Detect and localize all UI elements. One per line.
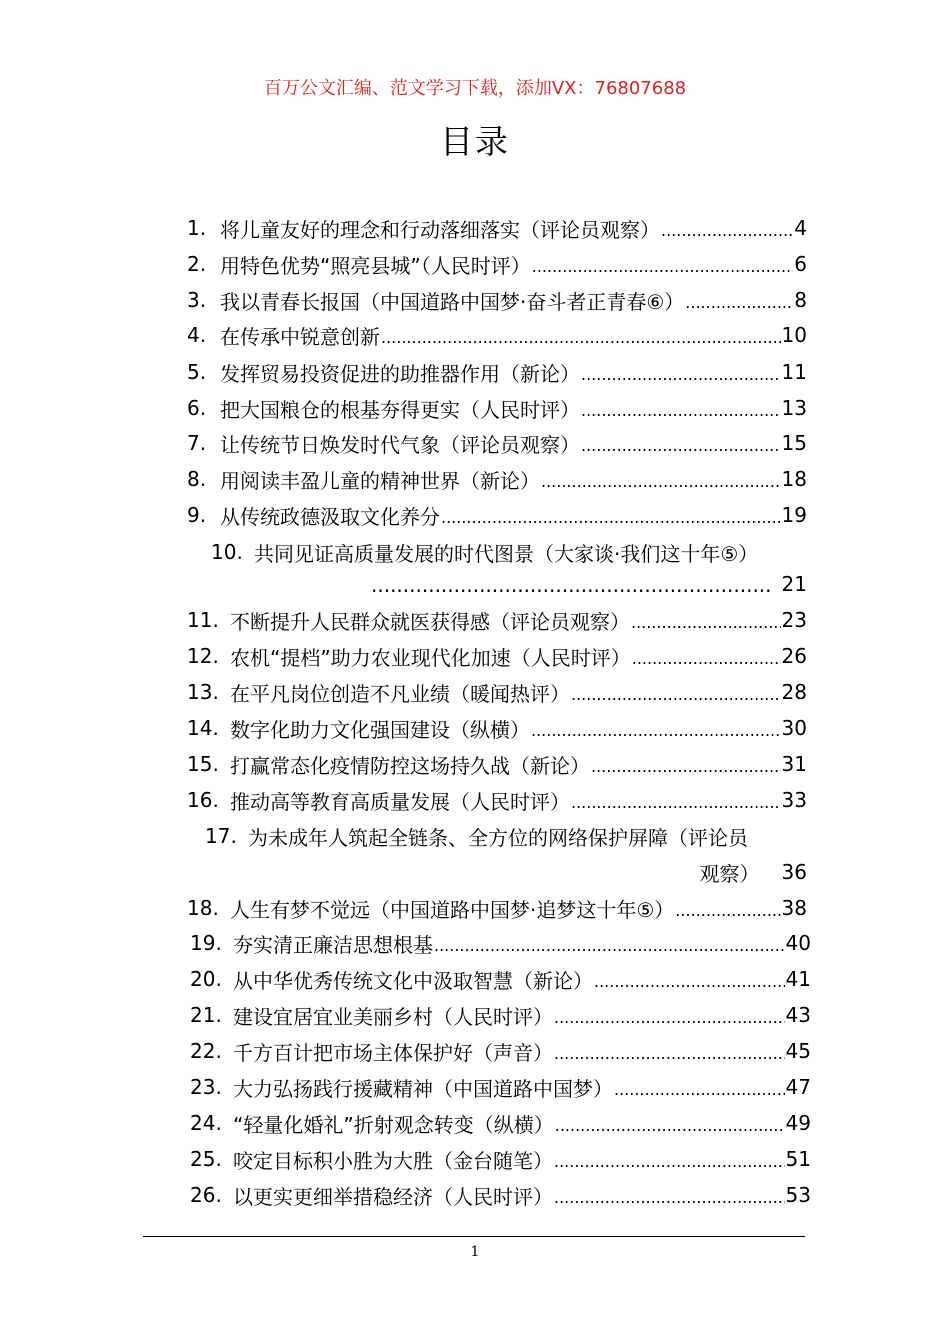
footer-divider <box>143 1236 805 1237</box>
toc-entry-page: 40 <box>785 931 811 955</box>
toc-entry-page: 19 <box>781 503 807 527</box>
toc-entry-page: 43 <box>785 1003 811 1027</box>
toc-entry-title-continued: 观察） <box>699 861 760 886</box>
page-title: 目录 <box>440 122 510 161</box>
toc-entry-page: 4 <box>794 216 807 240</box>
toc-entry[interactable] <box>190 1144 811 1174</box>
toc-entry-page: 30 <box>781 716 807 740</box>
toc-entry-title: 以更实更细举措稳经济（人民时评） <box>233 1184 553 1209</box>
toc-leader-dots <box>441 513 781 530</box>
toc-leader-dots <box>685 298 793 315</box>
toc-leader-dots <box>661 226 793 243</box>
toc-entry-page: 45 <box>785 1039 811 1063</box>
toc-entry-page: 21 <box>781 572 807 596</box>
toc-entry-title: 从传统政德汲取文化养分 <box>220 504 440 529</box>
toc-entry-title: 大力弘扬践行援藏精神（中国道路中国梦） <box>233 1076 613 1101</box>
toc-entry-title: 在平凡岗位创造不凡业绩（暖闻热评） <box>230 681 570 706</box>
toc-entry-page: 47 <box>785 1075 811 1099</box>
toc-entry-title: 共同见证高质量发展的时代图景（大家谈·我们这十年⑤） <box>254 541 759 566</box>
toc-entry-number: 4. <box>187 323 207 347</box>
toc-leader-dots <box>632 654 781 671</box>
toc-entry[interactable] <box>187 393 807 423</box>
toc-entry-number: 13. <box>187 680 219 704</box>
page-number: 1 <box>470 1244 480 1260</box>
toc-entry-page: 6 <box>794 252 807 276</box>
toc-entry-page: 23 <box>781 608 807 632</box>
toc-leader-dots <box>434 941 785 958</box>
toc-entry[interactable] <box>190 1072 811 1102</box>
toc-leader-dots <box>571 798 781 815</box>
toc-entry[interactable] <box>187 428 807 458</box>
toc-entry-title: 用特色优势“照亮县城”（人民时评） <box>220 253 531 278</box>
toc-entry-title: “轻量化婚礼”折射观念转变（纵横） <box>233 1112 554 1137</box>
watermark-header: 百万公文汇编、范文学习下载，添加VX：76807688 <box>263 78 687 99</box>
toc-entry-number: 24. <box>190 1111 222 1135</box>
toc-leader-dots <box>614 1085 785 1102</box>
toc-entry-number: 21. <box>190 1003 222 1027</box>
toc-entry-page: 11 <box>781 360 807 384</box>
toc-entry-title: 农机“提档”助力农业现代化加速（人民时评） <box>230 645 631 670</box>
toc-entry-number: 1. <box>187 216 207 240</box>
toc-entry-number: 3. <box>187 288 207 312</box>
toc-entry-title: 我以青春长报国（中国道路中国梦·奋斗者正青春⑥） <box>220 289 685 314</box>
toc-entry[interactable] <box>190 1036 811 1066</box>
toc-entry[interactable] <box>211 537 807 567</box>
toc-entry-title: 千方百计把市场主体保护好（声音） <box>233 1040 553 1065</box>
toc-entry-page: 15 <box>781 431 807 455</box>
toc-entry-number: 20. <box>190 967 222 991</box>
toc-leader-dots <box>631 618 781 635</box>
toc-entry-page: 53 <box>785 1183 811 1207</box>
toc-entry-number: 23. <box>190 1075 222 1099</box>
toc-entry[interactable] <box>187 749 807 779</box>
toc-entry-title: 发挥贸易投资促进的助推器作用（新论） <box>220 361 580 386</box>
toc-entry[interactable] <box>187 213 807 243</box>
toc-entry-title: 人生有梦不觉远（中国道路中国梦·追梦这十年⑤） <box>230 897 675 922</box>
toc-entry-number: 6. <box>187 396 207 420</box>
toc-leader-dots <box>554 1049 785 1066</box>
toc-entry-number: 16. <box>187 788 219 812</box>
toc-entry-title: 从中华优秀传统文化中汲取智慧（新论） <box>233 968 593 993</box>
toc-entry-number: 10. <box>211 540 243 564</box>
toc-entry-number: 12. <box>187 644 219 668</box>
toc-entry[interactable] <box>187 605 807 635</box>
toc-entry-page: 41 <box>785 967 811 991</box>
toc-entry-page: 49 <box>785 1111 811 1135</box>
toc-entry-title: 不断提升人民群众就医获得感（评论员观察） <box>230 609 630 634</box>
toc-leader-dots <box>581 370 781 387</box>
toc-leader-dots <box>554 1193 785 1210</box>
toc-entry-number: 8. <box>187 467 207 491</box>
toc-entry-title: 数字化助力文化强国建设（纵横） <box>230 717 530 742</box>
toc-entry-number: 19. <box>190 931 222 955</box>
toc-entry-page: 51 <box>785 1147 811 1171</box>
toc-entry-page: 13 <box>781 396 807 420</box>
toc-entry-number: 5. <box>187 360 207 384</box>
toc-entry[interactable] <box>187 464 807 494</box>
toc-entry-number: 7. <box>187 431 207 455</box>
toc-leader-dots <box>591 762 781 779</box>
toc-leader-dots <box>554 1157 785 1174</box>
toc-leader-dots <box>381 333 781 350</box>
toc-entry-number: 18. <box>187 896 219 920</box>
toc-entry[interactable] <box>187 785 807 815</box>
toc-entry-number: 9. <box>187 503 207 527</box>
toc-leader-dots <box>532 262 794 279</box>
toc-entry-continuation[interactable] <box>690 857 807 887</box>
toc-leader-dots <box>581 441 781 458</box>
toc-entry[interactable] <box>187 357 807 387</box>
toc-entry[interactable] <box>187 893 807 923</box>
toc-leader-dots <box>594 977 785 994</box>
toc-entry-title: 咬定目标积小胜为大胜（金台随笔） <box>233 1148 553 1173</box>
toc-entry-number: 22. <box>190 1039 222 1063</box>
toc-entry-page: 10 <box>781 323 807 347</box>
toc-entry-number: 2. <box>187 252 207 276</box>
toc-entry[interactable] <box>187 500 807 530</box>
toc-entry-title: 将儿童友好的理念和行动落细落实（评论员观察） <box>220 217 660 242</box>
toc-leader-dots <box>541 477 781 494</box>
toc-entry[interactable] <box>190 1108 811 1138</box>
toc-entry[interactable] <box>187 713 807 743</box>
toc-leader-dots <box>371 580 773 599</box>
toc-entry[interactable] <box>190 928 811 958</box>
toc-entry-title: 推动高等教育高质量发展（人民时评） <box>230 789 570 814</box>
toc-entry-number: 25. <box>190 1147 222 1171</box>
toc-leader-dots <box>555 1121 785 1138</box>
toc-entry-page: 36 <box>781 860 807 884</box>
toc-entry[interactable] <box>187 677 807 707</box>
toc-entry-number: 26. <box>190 1183 222 1207</box>
toc-leader-dots <box>554 1013 785 1030</box>
toc-entry-title: 为未成年人筑起全链条、全方位的网络保护屏障（评论员 <box>248 825 748 850</box>
toc-entry-title: 夯实清正廉洁思想根基 <box>233 932 433 957</box>
toc-entry-continuation[interactable] <box>370 569 807 599</box>
toc-entry[interactable] <box>190 964 811 994</box>
toc-entry-number: 11. <box>187 608 219 632</box>
toc-entry-title: 建设宜居宜业美丽乡村（人民时评） <box>233 1004 553 1029</box>
toc-entry[interactable] <box>187 249 807 279</box>
toc-entry-page: 38 <box>781 896 807 920</box>
toc-entry-title: 用阅读丰盈儿童的精神世界（新论） <box>220 468 540 493</box>
toc-entry-page: 33 <box>781 788 807 812</box>
toc-entry[interactable] <box>187 320 807 350</box>
toc-entry[interactable] <box>190 1180 811 1210</box>
toc-entry-number: 14. <box>187 716 219 740</box>
toc-entry[interactable] <box>187 285 807 315</box>
toc-entry[interactable] <box>205 821 807 851</box>
toc-leader-dots <box>581 406 781 423</box>
toc-leader-dots <box>675 906 780 923</box>
toc-entry-page: 18 <box>781 467 807 491</box>
toc-leader-dots <box>571 690 781 707</box>
toc-entry[interactable] <box>190 1000 811 1030</box>
toc-entry-page: 31 <box>781 752 807 776</box>
toc-entry-number: 17. <box>205 824 237 848</box>
toc-entry-title: 打赢常态化疫情防控这场持久战（新论） <box>230 753 590 778</box>
toc-entry-page: 28 <box>781 680 807 704</box>
toc-entry-title: 把大国粮仓的根基夯得更实（人民时评） <box>220 397 580 422</box>
toc-entry[interactable] <box>187 641 807 671</box>
toc-entry-page: 26 <box>781 644 807 668</box>
toc-entry-title: 在传承中锐意创新 <box>220 324 380 349</box>
toc-leader-dots <box>531 726 781 743</box>
toc-entry-number: 15. <box>187 752 219 776</box>
toc-entry-title: 让传统节日焕发时代气象（评论员观察） <box>220 432 580 457</box>
toc-entry-page: 8 <box>794 288 807 312</box>
